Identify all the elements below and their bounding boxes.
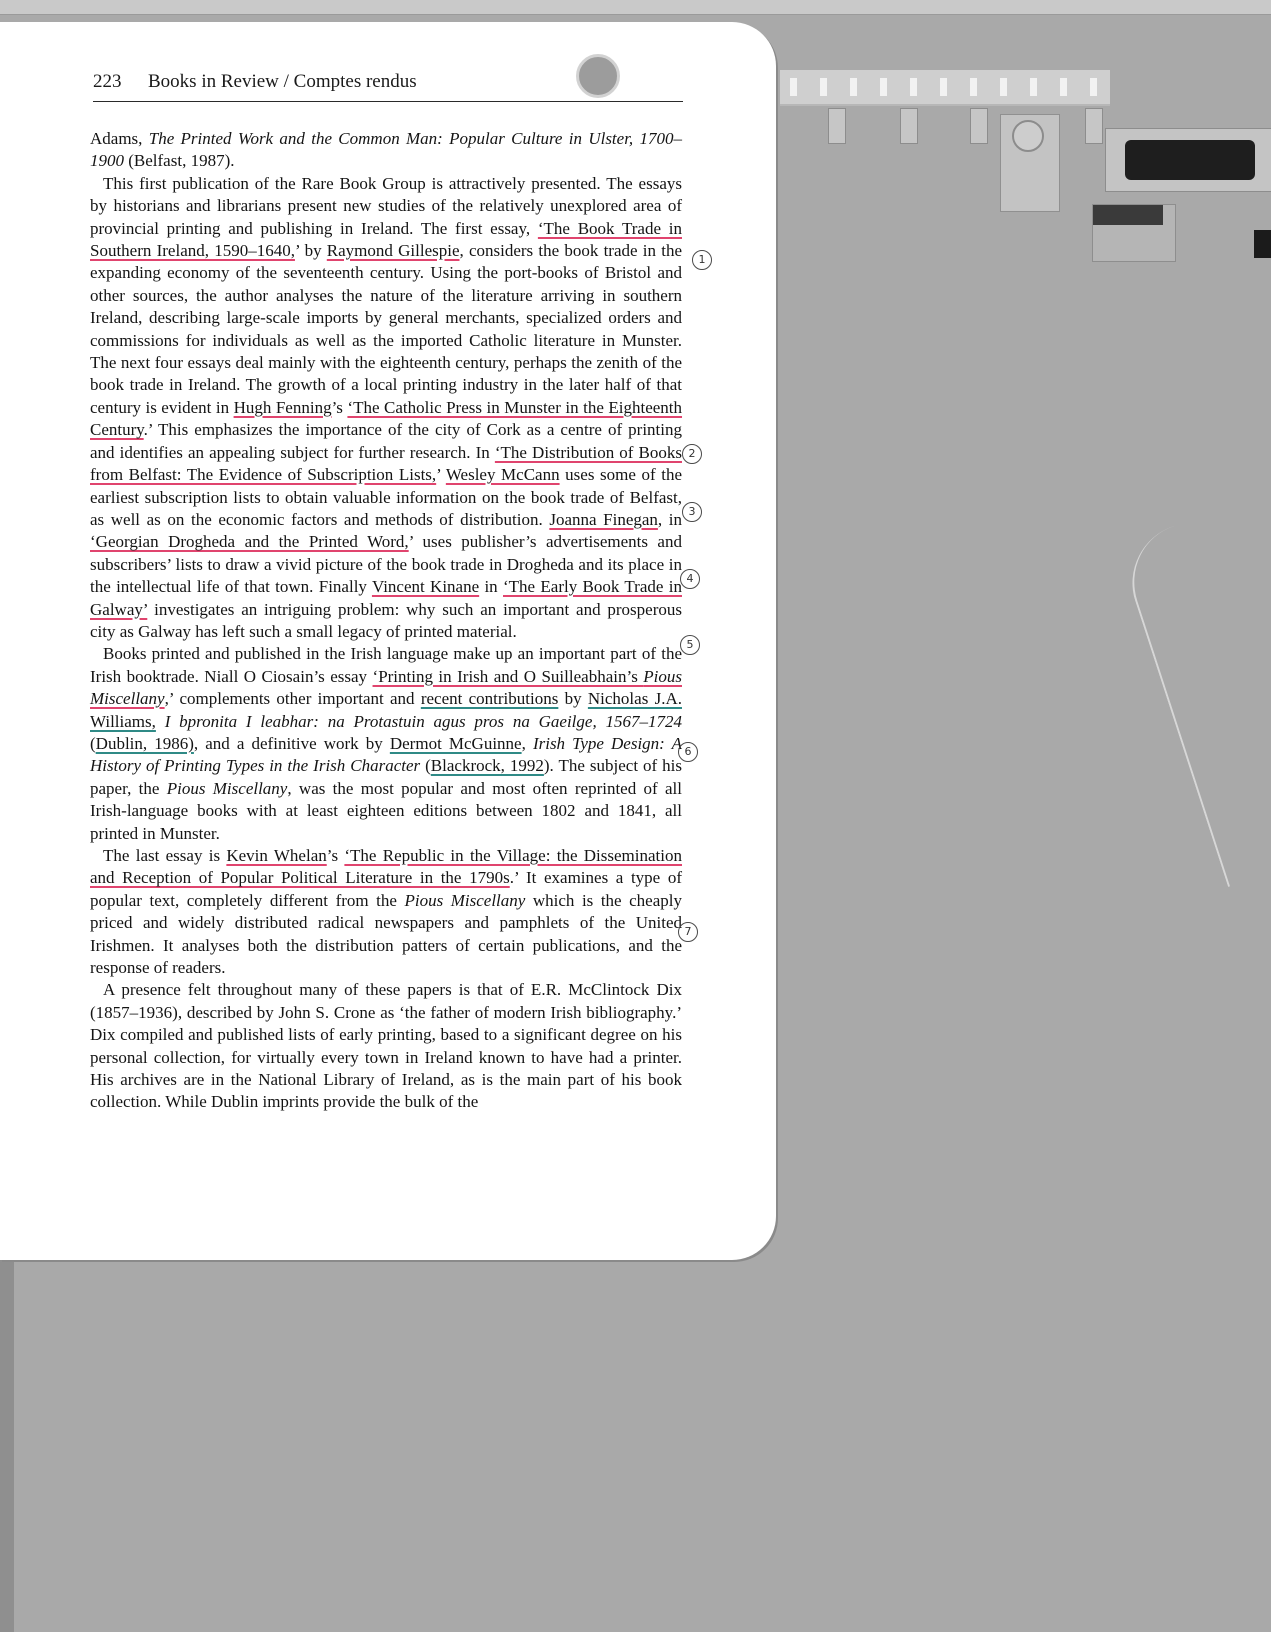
scanner-clip [900, 108, 918, 144]
scanner-clip [970, 108, 988, 144]
margin-note-2: 2 [682, 444, 702, 464]
scanner-clip [1085, 108, 1103, 144]
scanner-edge-mark [1254, 230, 1271, 258]
paragraph: A presence felt throughout many of these papers is that of E.R. McClintock Dix (1857–1936), described by John S. Crone as ‘the father of modern Irish bibliography.’ Dix compiled and published lists of early printing, based to a significant degree on his personal collection, for virtually every town in Ireland known to have had a printer. His archives are in the National Library of Ireland, as is the main part of his book collection. While Dublin imprints provide the bulk of the [90, 980, 682, 1112]
paragraph: Adams, The Printed Work and the Common Man: Popular Culture in Ulster, 1700–1900 (Belfast, 1987). [90, 129, 682, 171]
review-text [90, 128, 682, 1114]
scanner-knob [1012, 120, 1044, 152]
margin-note-4: 4 [680, 569, 700, 589]
margin-note-6: 6 [678, 742, 698, 762]
margin-note-1: 1 [692, 250, 712, 270]
margin-note-3: 3 [682, 502, 702, 522]
page-number: 223 [93, 71, 122, 92]
paragraph: Books printed and published in the Irish language make up an important part of the Irish booktrade. Niall O Ciosain’s essay ‘Printing in Irish and O Suilleabhain’s Pious Miscellany,’ complements other important and recent contributions by Nicholas J.A. Williams, I bpronita I leabhar: na Protastuin agus pros na Gaeilge, 1567–1724 (Dublin, 1986), and a definitive work by Dermot McGuinne, Irish Type Design: A History of Printing Types in the Irish Character (Blackrock, 1992). The subject of his paper, the Pious Miscellany, was the most popular and most often reprinted of all Irish-language books with at least eighteen editions between 1802 and 1841, all printed in Munster. [90, 644, 683, 843]
margin-note-5: 5 [680, 635, 700, 655]
scanner-slot [1092, 204, 1176, 262]
scanner-frame [0, 1260, 14, 1632]
paragraph: This first publication of the Rare Book Group is attractively presented. The essays by historians and librarians present new studies of the relatively unexplored area of provincial printing and publishing in Ireland. The first essay, ‘The Book Trade in Southern Ireland, 1590–1640,’ by Raymond Gillespie, considers the book trade in the expanding economy of the seventeenth century. Using the port-books of Bristol and other sources, the author analyses the nature of the literature arriving in southern Ireland, describing large-scale imports by general merchants, specialized orders and commissions for individuals as well as the imported Catholic literature in Munster. The next four essays deal mainly with the eighteenth century, perhaps the zenith of the book trade in Ireland. The growth of a local printing industry in the later half of that century is evident in Hugh Fenning’s ‘The Catholic Press in Munster in the Eighteenth Century.’ This emphasizes the importance of the city of Cork as a centre of printing and identifies an appealing subject for further research. In ‘The Distribution of Books from Belfast: The Evidence of Subscription Lists,’ Wesley McCann uses some of the earliest subscription lists to obtain valuable information on the book trade of Belfast, as well as on the economic factors and methods of distribution. Joanna Finegan, in ‘Georgian Drogheda and the Printed Word,’ uses publisher’s advertisements and subscribers’ lists to draw a vivid picture of the book trade in Drogheda and its place in the intellectual life of that town. Finally Vincent Kinane in ‘The Early Book Trade in Galway’ investigates an intriguing problem: why such an important and prosperous city as Galway has left such a small legacy of printed material. [90, 173, 683, 641]
scanner-cable [1117, 513, 1271, 887]
margin-note-7: 7 [678, 922, 698, 942]
running-title: Books in Review / Comptes rendus [148, 71, 417, 92]
running-head [93, 71, 683, 102]
scanner-roller [1125, 140, 1255, 180]
paragraph: The last essay is Kevin Whelan’s ‘The Republic in the Village: the Dissemination and Reception of Popular Political Literature in the 1790s.’ It examines a type of popular text, completely different from the Pious Miscellany which is the cheaply priced and widely distributed radical newspapers and pamphlets of the United Irishmen. It analyses both the distribution patters of certain publications, and the response of readers. [90, 846, 682, 978]
scanner-lid-edge [0, 0, 1271, 15]
scanner-ruler [780, 70, 1110, 106]
scanner-clip [828, 108, 846, 144]
